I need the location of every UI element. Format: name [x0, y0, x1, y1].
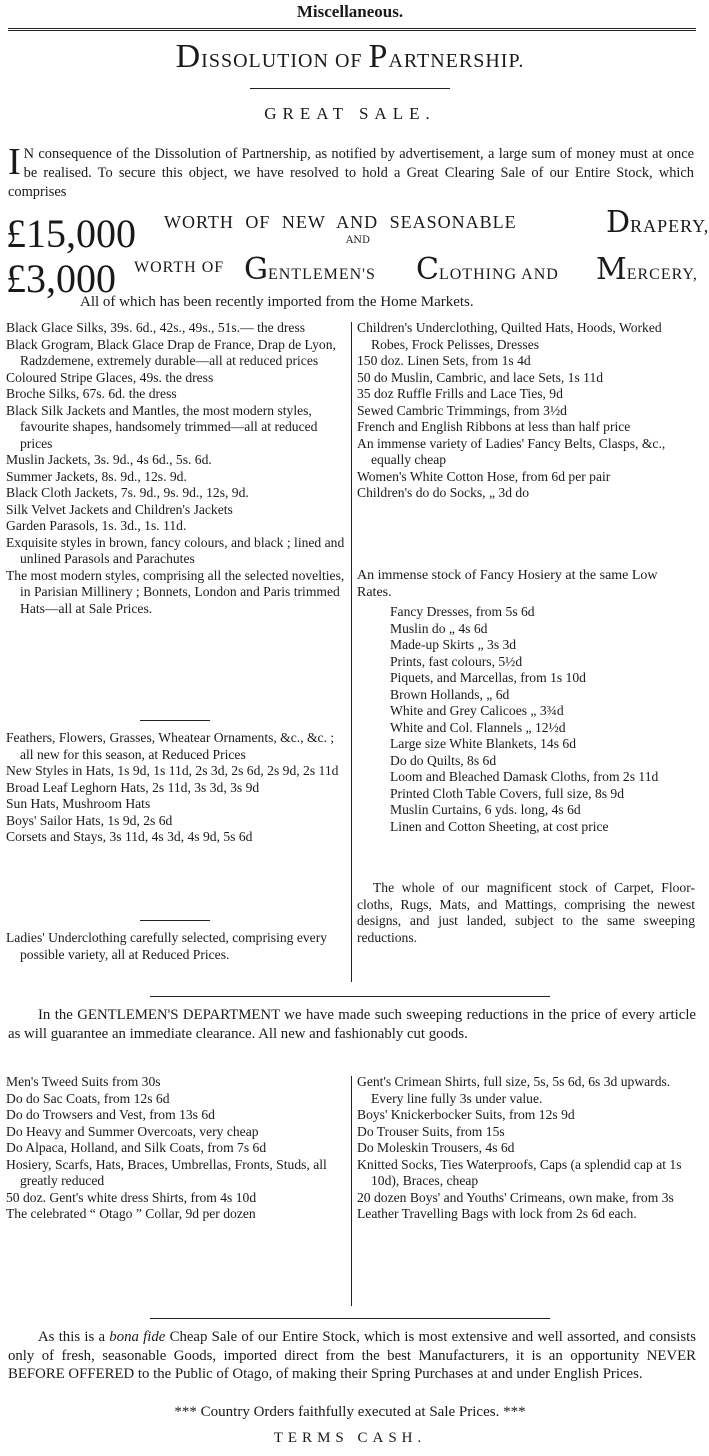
list-item: Sewed Cambric Trimmings, from 3½d: [357, 402, 567, 418]
list-item: Do do Sac Coats, from 12s 6d: [6, 1090, 170, 1106]
list-item: Do Heavy and Summer Overcoats, very cheap: [6, 1123, 259, 1139]
offer1-cap: D: [606, 205, 631, 240]
offer2-cap-g: G: [244, 252, 268, 287]
list-item: Hosiery, Scarfs, Hats, Braces, Umbrellas, Fronts, Studs, all greatly reduced: [6, 1156, 327, 1188]
list-item: Fancy Dresses, from 5s 6d: [390, 604, 535, 619]
ladies-left-column-2: [6, 730, 348, 846]
list-item: Coloured Stripe Glaces, 49s. the dress: [6, 369, 214, 385]
offer2-gentlemen: ENTLEMEN'S: [267, 266, 376, 283]
list-item: Exquisite styles in brown, fancy colours, and black ; lined and unlined Parasols and Parachutes: [6, 534, 345, 566]
left-divider-2: [140, 920, 210, 921]
offer2-mercery: [596, 252, 698, 287]
list-item: 35 doz Ruffle Frills and Lace Ties, 9d: [357, 386, 563, 401]
offer2-clothing: [416, 252, 559, 287]
offer1-text: WORTH OF NEW AND SEASONABLE: [164, 212, 517, 232]
carpets-text: The whole of our magnificent stock of Carpet, Floor-cloths, Rugs, Mats, and Mattings, comprising the newest designs, and just landed, subject to the same sweeping reductions.: [357, 880, 695, 945]
list-item: White and Grey Calicoes „ 3¾d: [390, 703, 564, 718]
list-item: Black Silk Jackets and Mantles, the most modern styles, favourite shapes, handsomely trimmed—all at reduced prices: [6, 402, 318, 451]
list-item: Boys' Knickerbocker Suits, from 12s 9d: [357, 1107, 575, 1122]
list-item: Women's White Cotton Hose, from 6d per pair: [357, 468, 611, 484]
list-item: Gent's Crimean Shirts, full size, 5s, 5s 6d, 6s 3d upwards. Every line fully 3s under value.: [357, 1074, 671, 1106]
list-item: Prints, fast colours, 5½d: [390, 653, 523, 669]
section-rule-1: [150, 996, 550, 997]
list-item: Leather Travelling Bags with lock from 2s 6d each.: [357, 1206, 637, 1221]
title-drop-d: D: [175, 38, 202, 75]
left-divider-1: [140, 720, 210, 721]
list-item: 50 doz. Gent's white dress Shirts, from 4s 10d: [6, 1189, 257, 1205]
ad-title: [0, 40, 700, 74]
list-item: Do do Trowsers and Vest, from 13s 6d: [6, 1107, 215, 1122]
offer-15000: [6, 205, 709, 260]
list-item: Piquets, and Marcellas, from 1s 10d: [390, 670, 586, 685]
list-item: Feathers, Flowers, Grasses, Wheatear Ornaments, &c., &c. ; all new for this season, at Reduced Prices: [6, 730, 335, 762]
offer1-drapery: [606, 205, 709, 240]
list-item: Do Alpaca, Holland, and Silk Coats, from 7s 6d: [6, 1140, 267, 1155]
imported-line: All of which has been recently imported from the Home Markets.: [80, 294, 474, 310]
list-item: Printed Cloth Table Covers, full size, 8s 9d: [390, 785, 625, 801]
header-rule: [8, 28, 696, 31]
hosiery-list: [390, 604, 695, 835]
list-item: Silk Velvet Jackets and Children's Jackets: [6, 501, 233, 517]
list-item: Black Grogram, Black Glace Drap de France, Drap de Lyon, Radzdemene, extremely durable—all at reduced prices: [6, 336, 336, 368]
title-part2: ARTNERSHIP.: [388, 50, 525, 72]
offer2-cap-c: C: [416, 252, 439, 287]
great-sale-heading: GREAT SALE.: [264, 104, 436, 123]
list-item: Children's do do Socks, „ 3d do: [357, 485, 529, 500]
gents-right-column: [357, 1074, 695, 1223]
list-item: Men's Tweed Suits from 30s: [6, 1074, 161, 1089]
list-item: Made-up Skirts „ 3s 3d: [390, 637, 517, 652]
offer2-clothing-text: LOTHING AND: [438, 266, 559, 283]
offer2-amount: £3,000: [6, 256, 116, 301]
list-item: Muslin Jackets, 3s. 9d., 4s 6d., 5s. 6d.: [6, 452, 212, 467]
list-item: Linen and Cotton Sheeting, at cost price: [390, 818, 609, 834]
gents-column-divider: [351, 1076, 352, 1306]
title-rule: [250, 88, 450, 89]
intro-dropcap: I: [8, 141, 21, 183]
ladies-left-column: [6, 320, 348, 617]
list-item: Do do Quilts, 8s 6d: [390, 752, 497, 768]
list-item: Boys' Sailor Hats, 1s 9d, 2s 6d: [6, 812, 173, 828]
closing-italic: bona fide: [109, 1329, 166, 1345]
list-item: Loom and Bleached Damask Cloths, from 2s 11d: [390, 769, 659, 784]
column-divider: [351, 322, 352, 982]
offer2-mercery-text: ERCERY,: [626, 266, 698, 283]
list-item: Ladies' Underclothing carefully selected, comprising every possible variety, all at Reduced Prices.: [6, 930, 328, 962]
list-item: 20 dozen Boys' and Youths' Crimeans, own make, from 3s: [357, 1189, 674, 1205]
offer2-gentlemens: [244, 252, 376, 287]
intro-text: N consequence of the Dissolution of Partnership, as notified by advertisement, a large sum of money must at once be realised. To secure this object, we have resolved to hold a Great Clearing Sale of our Entire Stock, which comprises: [8, 146, 694, 200]
list-item: The celebrated “ Otago ” Collar, 9d per dozen: [6, 1206, 256, 1221]
list-item: New Styles in Hats, 1s 9d, 1s 11d, 2s 3d, 2s 6d, 2s 9d, 2s 11d: [6, 763, 339, 778]
title-part1: ISSOLUTION OF: [201, 50, 369, 72]
list-item: Black Glace Silks, 39s. 6d., 42s., 49s., 51s.— the dress: [6, 320, 306, 335]
list-item: Children's Underclothing, Quilted Hats, Hoods, Worked Robes, Frock Pelisses, Dresses: [357, 320, 662, 352]
hosiery-heading: An immense stock of Fancy Hosiery at the same Low Rates.: [357, 568, 658, 600]
list-item: Large size White Blankets, 14s 6d: [390, 736, 576, 751]
section-rule-2: [150, 1318, 550, 1319]
title-drop-p: P: [368, 38, 389, 75]
offer1-rest: RAPERY,: [630, 216, 709, 236]
intro-paragraph: [8, 141, 694, 202]
offer-and: AND: [346, 235, 370, 246]
list-item: Broche Silks, 67s. 6d. the dress: [6, 386, 177, 401]
list-item: 50 do Muslin, Cambric, and lace Sets, 1s 11d: [357, 369, 604, 385]
offer1-amount: £15,000: [6, 211, 136, 256]
list-item: Broad Leaf Leghorn Hats, 2s 11d, 3s 3d, 3s 9d: [6, 779, 260, 795]
list-item: Knitted Socks, Ties Waterproofs, Caps (a splendid cap at 1s 10d), Braces, cheap: [357, 1156, 682, 1188]
list-item: 150 doz. Linen Sets, from 1s 4d: [357, 353, 531, 368]
list-item: Sun Hats, Mushroom Hats: [6, 796, 151, 811]
list-item: Black Cloth Jackets, 7s. 9d., 9s. 9d., 12s, 9d.: [6, 485, 249, 500]
list-item: Corsets and Stays, 3s 11d, 4s 3d, 4s 9d, 5s 6d: [6, 829, 253, 844]
list-item: White and Col. Flannels „ 12½d: [390, 719, 566, 735]
section-heading: Miscellaneous.: [296, 2, 404, 21]
gents-intro: [8, 1006, 696, 1043]
closing-paragraph: [8, 1328, 696, 1384]
list-item: Muslin do „ 4s 6d: [390, 620, 488, 636]
ladies-underclothing: [6, 930, 348, 963]
list-item: Summer Jackets, 8s. 9d., 12s. 9d.: [6, 468, 187, 484]
carpets-paragraph: [357, 880, 695, 946]
list-item: French and English Ribbons at less than half price: [357, 419, 631, 434]
list-item: The most modern styles, comprising all the selected novelties, in Parisian Millinery ; Bonnets, London and Paris trimmed Hats—all at Sale Prices.: [6, 567, 345, 616]
list-item: Do Trouser Suits, from 15s: [357, 1123, 505, 1139]
list-item: Muslin Curtains, 6 yds. long, 4s 6d: [390, 802, 581, 817]
offer2-text: WORTH OF: [134, 259, 225, 276]
offer2-cap-m: M: [596, 252, 627, 287]
gents-left-column: [6, 1074, 348, 1223]
ladies-right-column: [357, 320, 695, 502]
terms-cash: TERMS CASH.: [273, 1430, 427, 1446]
list-item: Brown Hollands, „ 6d: [390, 686, 510, 702]
gents-intro-text: In the GENTLEMEN'S DEPARTMENT we have made such sweeping reductions in the price of every article as will guarantee an immediate clearance. All new and fashionably cut goods.: [8, 1007, 696, 1042]
list-item: An immense variety of Ladies' Fancy Belts, Clasps, &c., equally cheap: [357, 435, 666, 467]
closing-pre: As this is a: [38, 1329, 110, 1345]
list-item: Garden Parasols, 1s. 3d., 1s. 11d.: [6, 518, 187, 533]
list-item: Do Moleskin Trousers, 4s 6d: [357, 1140, 515, 1155]
country-orders: *** Country Orders faithfully executed at Sale Prices. ***: [174, 1404, 526, 1420]
closing-post: Cheap Sale of our Entire Stock, which is most extensive and well assorted, and consists only of fresh, seasonable Goods, imported direct from the best Manufacturers, it is an opportunity NEVER BEFORE OFFERED to the Public of Otago, of making their Spring Purchases at and under English Prices.: [8, 1329, 697, 1382]
